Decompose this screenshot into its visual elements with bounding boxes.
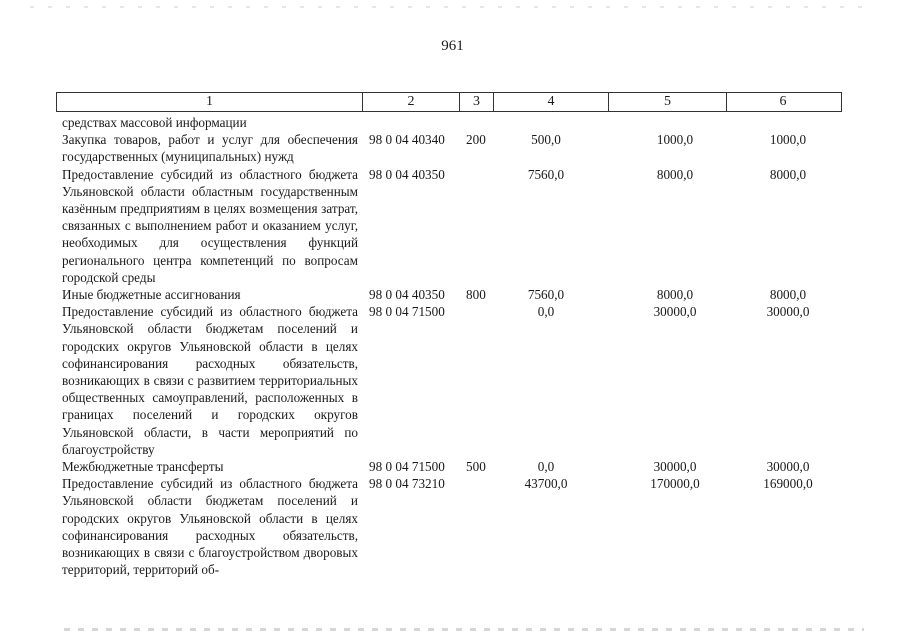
row-description: Межбюджетные трансферты [62, 459, 224, 475]
page-number: 961 [441, 38, 464, 54]
row-value-3: 8000,0 [769, 287, 807, 303]
row-description: Предоставление субсидий из областного бюджета Ульяновской области областным государственным казённым предприятиям в целях возмещения затрат, связанных с выполнением работ и оказанием услуг, необходимых для осуществления функций регионального центра компетенций по вопросам городской среды [62, 166, 358, 285]
table-row [62, 458, 842, 475]
table-row [62, 114, 842, 131]
row-code: 98 0 04 73210 [369, 476, 445, 492]
header-col-6: 6 [779, 94, 787, 109]
table-header-row [56, 92, 842, 112]
row-value-1: 7560,0 [527, 166, 565, 182]
header-col-2: 2 [363, 93, 460, 111]
scan-artifact-bottom [64, 628, 864, 631]
row-value-3: 8000,0 [769, 166, 807, 182]
row-code: 98 0 04 40350 [369, 166, 445, 182]
row-value-2: 1000,0 [656, 132, 694, 148]
row-type: 500 [466, 459, 486, 475]
row-value-2: 8000,0 [656, 166, 694, 182]
row-value-1: 43700,0 [524, 476, 568, 492]
header-col-5: 5 [609, 93, 727, 111]
row-code: 98 0 04 40340 [369, 132, 445, 148]
row-type: 800 [466, 287, 486, 303]
row-code: 98 0 04 71500 [369, 459, 445, 475]
row-value-3: 1000,0 [769, 132, 807, 148]
table-row [62, 475, 842, 578]
row-value-1: 500,0 [531, 132, 561, 148]
row-value-2: 30000,0 [653, 459, 697, 475]
table-row [62, 131, 842, 165]
table-row [62, 286, 842, 303]
table-row [62, 303, 842, 458]
scan-artifact-top [30, 6, 870, 8]
header-col-1: 1 [57, 93, 363, 111]
row-value-2: 170000,0 [650, 476, 700, 492]
row-value-3: 30000,0 [766, 459, 810, 475]
row-value-1: 0,0 [537, 304, 555, 320]
row-description: Предоставление субсидий из областного бюджета Ульяновской области бюджетам поселений и городских округов Ульяновской области в целях софинансирования расходных обязательств, возникающих в связи с благоустройством дворовых территорий, территорий об- [62, 476, 358, 578]
table-row [62, 166, 842, 286]
row-value-2: 30000,0 [653, 304, 697, 320]
row-code: 98 0 04 40350 [369, 287, 445, 303]
row-value-1: 7560,0 [527, 287, 565, 303]
row-description: средствах массовой информации [62, 115, 247, 130]
row-description: Предоставление субсидий из областного бюджета Ульяновской области бюджетам поселений и городских округов Ульяновской области в целях софинансирования расходных обязательств, возникающих в связи с развитием территориальных общественных самоуправлений, расположенных в границах поселений и городских округов Ульяновской области, в части мероприятий по благоустройству [62, 304, 358, 457]
row-description: Иные бюджетные ассигнования [62, 287, 241, 303]
row-type: 200 [466, 132, 486, 148]
row-value-2: 8000,0 [656, 287, 694, 303]
header-col-4: 4 [494, 93, 609, 111]
row-value-3: 169000,0 [763, 476, 813, 492]
row-code: 98 0 04 71500 [369, 304, 445, 320]
table-body [62, 114, 842, 578]
row-value-1: 0,0 [537, 459, 555, 475]
row-value-3: 30000,0 [766, 304, 810, 320]
row-description: Закупка товаров, работ и услуг для обеспечения государственных (муниципальных) нужд [62, 132, 358, 165]
header-col-3: 3 [460, 93, 494, 111]
